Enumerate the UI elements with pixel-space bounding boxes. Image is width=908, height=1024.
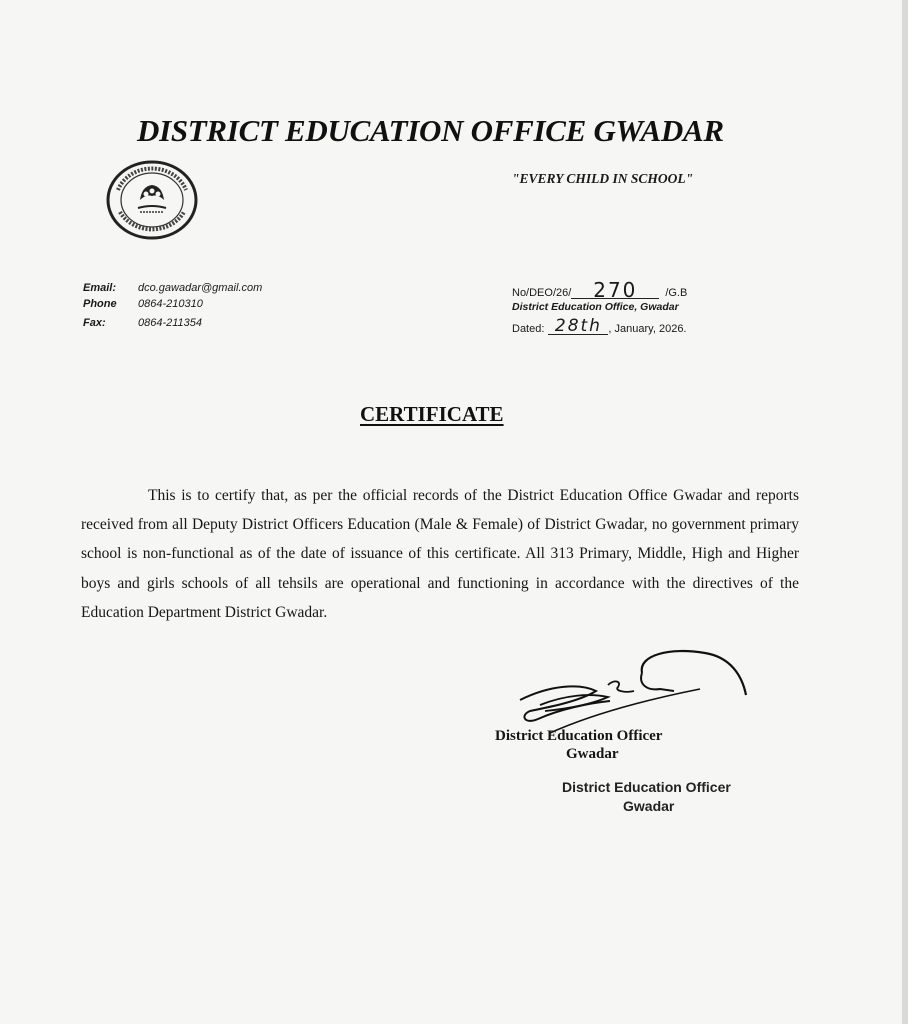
letterhead-title: DISTRICT EDUCATION OFFICE GWADAR xyxy=(137,113,724,148)
reference-number-handwritten: 270 xyxy=(571,282,659,299)
signatory-stamp-title: District Education Officer xyxy=(562,779,731,795)
page-edge xyxy=(902,0,908,1024)
certificate-heading: CERTIFICATE xyxy=(360,402,504,426)
contact-block xyxy=(83,280,262,331)
phone-row xyxy=(83,296,262,312)
certificate-body: This is to certify that, as per the official records of the District Education Office Gwadar and reports received from all Deputy District Officers Education (Male & Female) of District Gwadar, no government primary school is non-functional as of the date of issuance of this certificate. All 313 Primary, Middle, High and Higher boys and girls schools of all tehsils are operational and functioning in accordance with the directives of the Education Department District Gwadar. xyxy=(81,487,799,621)
fax-label: Fax: xyxy=(83,317,106,329)
email-value: dco.gawadar@gmail.com xyxy=(138,282,263,294)
fax-value: 0864-211354 xyxy=(138,317,203,329)
dated-label: Dated: xyxy=(512,323,545,335)
email-row xyxy=(83,280,262,296)
reference-block xyxy=(512,278,688,336)
signatory-title: District Education Officer xyxy=(495,728,663,744)
dated-day-handwritten: 28th xyxy=(548,318,608,335)
dated-line xyxy=(512,316,687,336)
reference-office: District Education Office, Gwadar xyxy=(512,301,679,313)
fax-row xyxy=(83,315,262,331)
reference-number-suffix: /G.B xyxy=(665,287,688,299)
phone-value: 0864-210310 xyxy=(138,298,203,310)
email-label: Email: xyxy=(83,282,117,294)
dated-rest: , January, 2026. xyxy=(608,323,687,335)
phone-label: Phone xyxy=(83,298,117,310)
reference-number-prefix: No/DEO/26/ xyxy=(512,287,572,299)
signatory-stamp-place: Gwadar xyxy=(623,798,675,814)
official-seal-icon xyxy=(106,160,198,240)
reference-number-line xyxy=(512,278,688,302)
signatory-place: Gwadar xyxy=(566,746,619,762)
handwritten-signature-icon xyxy=(510,645,770,735)
letterhead-slogan: "EVERY CHILD IN SCHOOL" xyxy=(512,171,694,186)
